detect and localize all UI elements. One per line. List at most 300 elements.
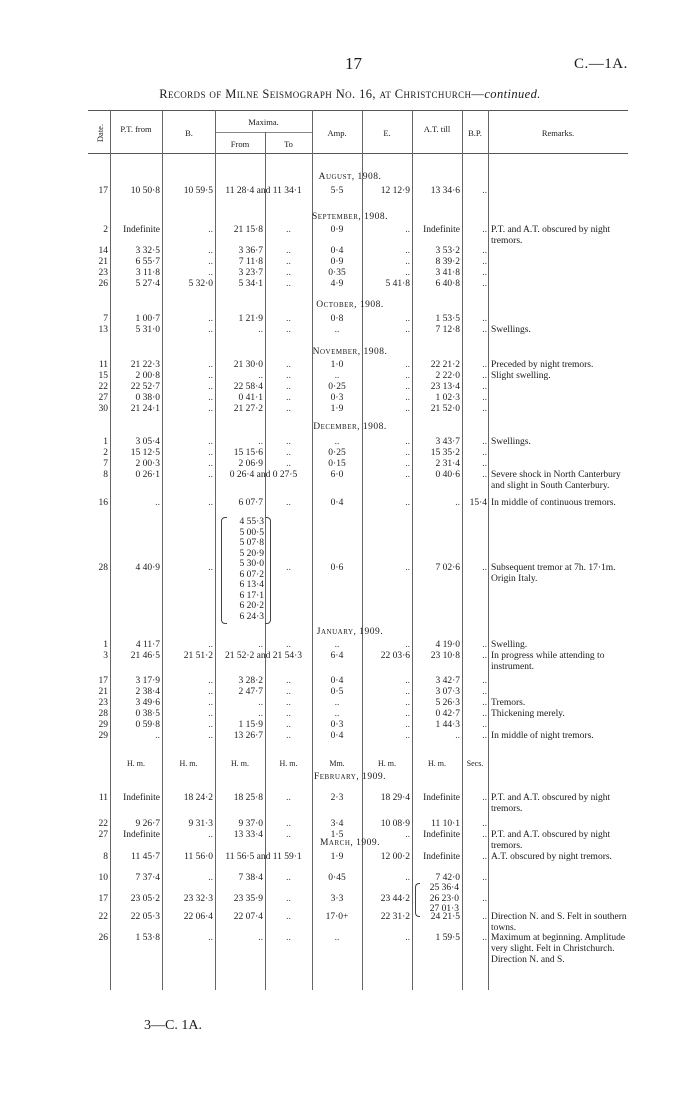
cell-at-till: 3 41·8 <box>435 268 460 278</box>
cell-maxima-from: 9 37·0 <box>238 819 263 829</box>
month-heading: December, 1908. <box>313 422 387 432</box>
cell-bp: .. <box>482 246 487 256</box>
cell-amp: 4·9 <box>330 279 344 289</box>
header-remarks: Remarks. <box>541 128 575 138</box>
cell-at-till: Indefinite <box>423 830 460 840</box>
cell-at-till: 22 21·2 <box>430 360 460 370</box>
cell-pt-from: 0 38·0 <box>135 393 160 403</box>
cell-bp: .. <box>482 437 487 447</box>
cell-at-till: 24 21·5 <box>430 912 460 922</box>
cell-amp: 17·0+ <box>325 912 349 922</box>
cell-date: 22 <box>98 382 108 392</box>
cell-maxima-from: 21 30·0 <box>233 360 263 370</box>
cell-b: 11 56·0 <box>184 852 213 862</box>
cell-maxima-to: .. <box>286 393 291 403</box>
cell-pt-from: Indefinite <box>123 793 160 803</box>
cell-maxima-from: 23 35·9 <box>233 894 263 904</box>
cell-at-list-item: 27 01·3 <box>429 904 459 914</box>
cell-maxima-from: 7 11·8 <box>238 257 263 267</box>
cell-e: .. <box>405 731 410 741</box>
cell-at-till: Indefinite <box>423 852 460 862</box>
cell-e: .. <box>405 687 410 697</box>
cell-maxima-to: .. <box>286 225 291 235</box>
cell-e: .. <box>405 404 410 414</box>
unit-label-b: H. m. <box>179 759 198 768</box>
cell-bp: 15·4 <box>469 498 487 508</box>
cell-date: 8 <box>103 852 108 862</box>
header-from: From <box>230 139 250 149</box>
cell-maxima-to: .. <box>286 437 291 447</box>
header-to: To <box>284 139 293 149</box>
cell-bp: .. <box>482 186 487 196</box>
cell-maxima-to: .. <box>286 360 291 370</box>
header-amp: Amp. <box>327 128 347 138</box>
cell-at-list-item: 25 36·4 <box>429 883 459 893</box>
cell-maxima-to: .. <box>286 371 291 381</box>
cell-bp: .. <box>482 360 487 370</box>
cell-bp: .. <box>482 404 487 414</box>
cell-date: 11 <box>98 793 108 803</box>
cell-e: .. <box>405 325 410 335</box>
cell-pt-from: 1 00·7 <box>135 314 160 324</box>
cell-at-till: 3 43·7 <box>435 437 460 447</box>
cell-pt-from: .. <box>155 498 160 508</box>
cell-e: .. <box>405 498 410 508</box>
page-number: 17 <box>345 54 362 73</box>
cell-date: 1 <box>103 437 108 447</box>
cell-at-till: 13 34·6 <box>430 186 460 196</box>
cell-b: .. <box>208 830 213 840</box>
cell-maxima-list-item: 5 00·5 <box>239 527 264 538</box>
cell-at-till: 3 53·2 <box>435 246 460 256</box>
cell-e: .. <box>405 393 410 403</box>
cell-at-till: 23 10·8 <box>430 651 460 661</box>
cell-remarks: Swelling. <box>491 640 528 650</box>
cell-maxima-from: .. <box>258 325 263 335</box>
cell-b: .. <box>208 448 213 458</box>
cell-b: .. <box>208 360 213 370</box>
cell-amp: 0·4 <box>330 498 344 508</box>
cell-bp: .. <box>482 698 487 708</box>
cell-maxima-list-item: 5 07·8 <box>239 538 264 548</box>
month-heading: August, 1908. <box>318 172 382 182</box>
maxima-brace <box>221 517 227 624</box>
cell-remarks: Severe shock in North Canterbury and slight in South Canterbury. <box>491 470 621 491</box>
cell-e: .. <box>405 459 410 469</box>
cell-pt-from: 5 31·0 <box>135 325 160 335</box>
cell-remarks: Swellings. <box>491 437 531 447</box>
cell-maxima-to: .. <box>286 246 291 256</box>
cell-b: 21 51·2 <box>183 651 213 661</box>
cell-maxima-list-item: 4 55·3 <box>239 517 264 527</box>
cell-maxima-from: 18 25·8 <box>233 793 263 803</box>
cell-b: .. <box>208 225 213 235</box>
cell-date: 23 <box>98 268 108 278</box>
cell-e: .. <box>405 437 410 447</box>
cell-bp: .. <box>482 640 487 650</box>
cell-maxima-to: .. <box>286 933 291 943</box>
cell-b: .. <box>208 640 213 650</box>
cell-amp: 0·4 <box>330 676 344 686</box>
month-heading: March, 1909. <box>319 838 381 848</box>
cell-remarks: Direction N. and S. Felt in southern towns. <box>491 912 627 933</box>
unit-label-pt: H. m. <box>127 759 145 768</box>
cell-amp: .. <box>334 709 340 719</box>
cell-b: .. <box>208 257 213 267</box>
cell-at-till: Indefinite <box>423 793 460 803</box>
cell-pt-from: 21 22·3 <box>130 360 160 370</box>
cell-b: .. <box>208 720 213 730</box>
cell-pt-from: 2 00·8 <box>135 371 160 381</box>
cell-b: 5 32·0 <box>188 279 213 289</box>
cell-e: .. <box>405 314 410 324</box>
cell-maxima-to: .. <box>286 448 291 458</box>
cell-amp: .. <box>334 640 340 650</box>
cell-date: 22 <box>98 912 108 922</box>
cell-amp: .. <box>334 933 340 943</box>
cell-amp: 0·15 <box>328 459 346 469</box>
cell-e: .. <box>405 360 410 370</box>
cell-pt-from: 0 26·1 <box>135 470 160 480</box>
cell-at-till: 2 22·0 <box>435 371 460 381</box>
cell-bp: .. <box>482 257 487 267</box>
cell-pt-from: 2 00·3 <box>135 459 160 469</box>
cell-b: .. <box>208 393 213 403</box>
cell-e: 22 03·6 <box>380 651 410 661</box>
header-pt-from: P.T. from <box>120 124 152 134</box>
cell-at-till: 21 52·0 <box>430 404 460 414</box>
title-main: Records of Milne Seismograph No. 16, at Christchurch— <box>159 87 485 101</box>
cell-maxima-from: .. <box>258 698 263 708</box>
cell-pt-from: 22 52·7 <box>130 382 160 392</box>
cell-date: 27 <box>98 393 108 403</box>
cell-amp: 0·5 <box>330 687 344 697</box>
cell-e: 10 08·9 <box>380 819 410 829</box>
cell-b: .. <box>208 731 213 741</box>
cell-amp: 0·3 <box>330 720 344 730</box>
cell-amp: .. <box>334 437 340 447</box>
cell-maxima-from: 7 38·4 <box>238 873 263 883</box>
cell-date: 23 <box>98 698 108 708</box>
cell-date: 15 <box>98 371 108 381</box>
cell-amp: 1·9 <box>330 852 344 862</box>
cell-amp: .. <box>334 371 340 381</box>
unit-label-e: H. m. <box>378 759 396 768</box>
cell-b: .. <box>208 325 213 335</box>
cell-maxima-to: .. <box>286 709 291 719</box>
cell-date: 26 <box>98 279 108 289</box>
cell-maxima-from: 11 56·5 and 11 59·1 <box>225 852 302 862</box>
cell-date: 21 <box>98 687 108 697</box>
cell-b: .. <box>208 268 213 278</box>
cell-pt-from: 3 11·8 <box>135 268 160 278</box>
cell-amp: 2·3 <box>330 793 344 803</box>
cell-amp: .. <box>334 325 340 335</box>
cell-maxima-to: .. <box>286 676 291 686</box>
cell-e: .. <box>405 830 410 840</box>
cell-maxima-from: 2 47·7 <box>238 687 263 697</box>
cell-date: 17 <box>98 186 108 196</box>
cell-b: .. <box>208 246 213 256</box>
cell-maxima-from: 22 07·4 <box>233 912 263 922</box>
cell-bp: .. <box>482 393 487 403</box>
cell-e: .. <box>405 371 410 381</box>
cell-remarks: In progress while attending to instrument. <box>491 651 605 672</box>
cell-pt-from: 1 53·8 <box>135 933 160 943</box>
cell-maxima-from: .. <box>258 640 263 650</box>
cell-at-till: 7 12·8 <box>435 325 460 335</box>
cell-at-till: 3 07·3 <box>435 687 460 697</box>
page-footer: 3—C. 1A. <box>144 1018 202 1033</box>
cell-at-till: 1 44·3 <box>435 720 460 730</box>
cell-pt-from: 4 11·7 <box>135 640 160 650</box>
unit-label-at: H. m. <box>428 759 446 768</box>
cell-maxima-from: 21 52·2 and 21 54·3 <box>224 651 303 661</box>
cell-maxima-to: .. <box>286 563 291 573</box>
cell-pt-from: 3 05·4 <box>135 437 160 447</box>
cell-amp: 0·3 <box>330 393 344 403</box>
cell-b: .. <box>208 314 213 324</box>
cell-b: 9 31·3 <box>188 819 213 829</box>
cell-bp: .. <box>482 912 487 922</box>
cell-at-till: 4 19·0 <box>435 640 460 650</box>
cell-date: 16 <box>98 498 108 508</box>
cell-maxima-to: .. <box>286 404 291 414</box>
cell-maxima-from: 11 28·4 and 11 34·1 <box>225 186 302 196</box>
cell-e: 12 00·2 <box>380 852 410 862</box>
cell-bp: .. <box>482 819 487 829</box>
cell-amp: 0·9 <box>330 225 344 235</box>
cell-pt-from: 23 05·2 <box>130 894 160 904</box>
cell-maxima-to: .. <box>286 698 291 708</box>
cell-amp: 1·0 <box>330 360 344 370</box>
cell-maxima-from: 13 33·4 <box>233 830 263 840</box>
cell-pt-from: 15 12·5 <box>130 448 160 458</box>
header-at-till: A.T. till <box>423 124 451 134</box>
cell-amp: 6·4 <box>330 651 344 661</box>
cell-amp: 3·4 <box>330 819 344 829</box>
cell-maxima-to: .. <box>286 382 291 392</box>
cell-pt-from: 2 38·4 <box>135 687 160 697</box>
cell-bp: .. <box>482 225 487 235</box>
cell-remarks: P.T. and A.T. obscured by night tremors. <box>491 225 611 246</box>
cell-remarks: A.T. obscured by night tremors. <box>491 852 612 862</box>
cell-maxima-to: .. <box>286 257 291 267</box>
cell-at-till: 1 02·3 <box>435 393 460 403</box>
cell-at-till: 0 42·7 <box>435 709 460 719</box>
cell-b: .. <box>208 563 213 573</box>
cell-maxima-to: .. <box>286 894 291 904</box>
cell-b: .. <box>208 404 213 414</box>
cell-e: .. <box>405 698 410 708</box>
cell-e: .. <box>405 382 410 392</box>
cell-b: 18 24·2 <box>183 793 213 803</box>
cell-e: .. <box>405 933 410 943</box>
cell-maxima-to: .. <box>286 873 291 883</box>
cell-maxima-to: .. <box>286 687 291 697</box>
cell-maxima-to: .. <box>286 268 291 278</box>
cell-maxima-to: .. <box>286 731 291 741</box>
cell-amp: 0·6 <box>330 563 344 573</box>
cell-date: 29 <box>98 720 108 730</box>
cell-remarks: P.T. and A.T. obscured by night tremors. <box>491 793 611 814</box>
cell-pt-from: 5 27·4 <box>135 279 160 289</box>
cell-remarks: Tremors. <box>491 698 526 708</box>
cell-maxima-from: .. <box>258 933 263 943</box>
cell-pt-from: 22 05·3 <box>130 912 160 922</box>
cell-date: 30 <box>98 404 108 414</box>
cell-pt-from: 21 24·1 <box>130 404 160 414</box>
cell-e: .. <box>405 268 410 278</box>
cell-remarks: Slight swelling. <box>491 371 551 381</box>
month-heading: November, 1908. <box>312 347 388 357</box>
cell-date: 27 <box>98 830 108 840</box>
cell-bp: .. <box>482 470 487 480</box>
cell-amp: .. <box>334 698 340 708</box>
cell-b: .. <box>208 687 213 697</box>
cell-bp: .. <box>482 687 487 697</box>
cell-date: 2 <box>103 448 108 458</box>
cell-pt-from: 6 55·7 <box>135 257 160 267</box>
cell-amp: 0·25 <box>328 448 346 458</box>
cell-bp: .. <box>482 894 487 904</box>
cell-bp: .. <box>482 651 487 661</box>
cell-maxima-list-item: 6 20·2 <box>239 601 264 611</box>
cell-pt-from: Indefinite <box>123 830 160 840</box>
cell-maxima-from: 1 15·9 <box>238 720 263 730</box>
month-heading: October, 1908. <box>316 300 384 310</box>
cell-bp: .. <box>482 873 487 883</box>
cell-bp: .. <box>482 448 487 458</box>
cell-at-till: 6 40·8 <box>435 279 460 289</box>
cell-pt-from: 9 26·7 <box>135 819 160 829</box>
cell-at-till: 5 26·3 <box>435 698 460 708</box>
cell-b: .. <box>208 676 213 686</box>
cell-e: 22 31·2 <box>380 912 410 922</box>
cell-at-till: 2 31·4 <box>435 459 460 469</box>
cell-date: 17 <box>98 676 108 686</box>
cell-remarks: Preceded by night tremors. <box>491 360 594 370</box>
cell-maxima-to: .. <box>286 459 291 469</box>
cell-pt-from: 3 17·9 <box>135 676 160 686</box>
cell-pt-from: 11 45·7 <box>131 852 160 862</box>
cell-at-list-item: 26 23·0 <box>429 893 459 904</box>
cell-maxima-from: 22 58·4 <box>233 382 263 392</box>
cell-amp: 1·5 <box>330 830 344 840</box>
cell-maxima-from: 3 36·7 <box>238 246 263 256</box>
cell-b: .. <box>208 498 213 508</box>
header-maxima: Maxima. <box>248 117 279 127</box>
cell-at-till: .. <box>455 498 460 508</box>
cell-date: 28 <box>98 563 108 573</box>
cell-bp: .. <box>482 731 487 741</box>
title-continued: continued. <box>484 87 541 101</box>
cell-maxima-from: 2 06·9 <box>238 459 263 469</box>
cell-date: 2 <box>103 225 108 235</box>
header-e: E. <box>383 128 391 138</box>
cell-date: 7 <box>103 314 108 324</box>
cell-maxima-from: .. <box>258 709 263 719</box>
cell-date: 28 <box>98 709 108 719</box>
cell-date: 29 <box>98 731 108 741</box>
cell-amp: 5·5 <box>330 186 344 196</box>
cell-b: .. <box>208 437 213 447</box>
cell-b: .. <box>208 371 213 381</box>
cell-maxima-from: 3 23·7 <box>238 268 263 278</box>
cell-date: 22 <box>98 819 108 829</box>
header-b: B. <box>185 128 193 138</box>
cell-b: 10 59·5 <box>183 186 213 196</box>
cell-date: 1 <box>103 640 108 650</box>
cell-maxima-from: 21 27·2 <box>233 404 263 414</box>
cell-maxima-to: .. <box>286 498 291 508</box>
cell-amp: 0·9 <box>330 257 344 267</box>
cell-date: 17 <box>98 894 108 904</box>
cell-maxima-to: .. <box>286 314 291 324</box>
cell-maxima-from: 15 15·6 <box>233 448 263 458</box>
cell-amp: 3·3 <box>330 894 344 904</box>
cell-at-till: 1 59·5 <box>435 933 460 943</box>
cell-date: 3 <box>103 651 108 661</box>
month-heading: September, 1908. <box>312 212 388 222</box>
document-reference: C.—1A. <box>574 56 628 72</box>
cell-amp: 0·25 <box>328 382 346 392</box>
cell-maxima-from: 1 21·9 <box>238 314 263 324</box>
cell-b: .. <box>208 698 213 708</box>
cell-e: .. <box>405 563 410 573</box>
cell-amp: 0·4 <box>330 246 344 256</box>
cell-bp: .. <box>482 933 487 943</box>
cell-at-till: 0 40·6 <box>435 470 460 480</box>
cell-maxima-from: .. <box>258 437 263 447</box>
cell-e: .. <box>405 448 410 458</box>
cell-e: .. <box>405 709 410 719</box>
cell-b: .. <box>208 382 213 392</box>
cell-amp: 0·8 <box>330 314 344 324</box>
cell-b: 23 32·3 <box>183 894 213 904</box>
month-heading: February, 1909. <box>314 772 386 782</box>
cell-bp: .. <box>482 459 487 469</box>
cell-bp: .. <box>482 382 487 392</box>
cell-date: 13 <box>98 325 108 335</box>
cell-bp: .. <box>482 314 487 324</box>
cell-bp: .. <box>482 268 487 278</box>
cell-maxima-from: 6 07·7 <box>238 498 263 508</box>
cell-remarks: In middle of continuous tremors. <box>491 498 616 508</box>
cell-at-till: 3 42·7 <box>435 676 460 686</box>
cell-at-till: 7 02·6 <box>435 563 460 573</box>
cell-remarks: Subsequent tremor at 7h. 17·1m. Origin Italy. <box>491 563 616 584</box>
maxima-brace-right <box>265 517 271 624</box>
cell-bp: .. <box>482 830 487 840</box>
month-heading: January, 1909. <box>316 627 384 637</box>
cell-date: 8 <box>103 470 108 480</box>
cell-amp: 0·35 <box>328 268 346 278</box>
cell-amp: 1·9 <box>330 404 344 414</box>
cell-maxima-from: 0 41·1 <box>238 393 263 403</box>
cell-e: .. <box>405 873 410 883</box>
cell-e: 12 12·9 <box>380 186 410 196</box>
unit-label-amp: Mm. <box>329 759 345 768</box>
cell-maxima-list-item: 5 30·0 <box>239 559 264 569</box>
cell-b: .. <box>208 470 213 480</box>
cell-bp: .. <box>482 676 487 686</box>
cell-maxima-list-item: 6 24·3 <box>239 611 264 622</box>
cell-b: .. <box>208 873 213 883</box>
cell-at-till: 1 53·5 <box>435 314 460 324</box>
cell-maxima-to: .. <box>286 640 291 650</box>
cell-maxima-to: .. <box>286 325 291 335</box>
